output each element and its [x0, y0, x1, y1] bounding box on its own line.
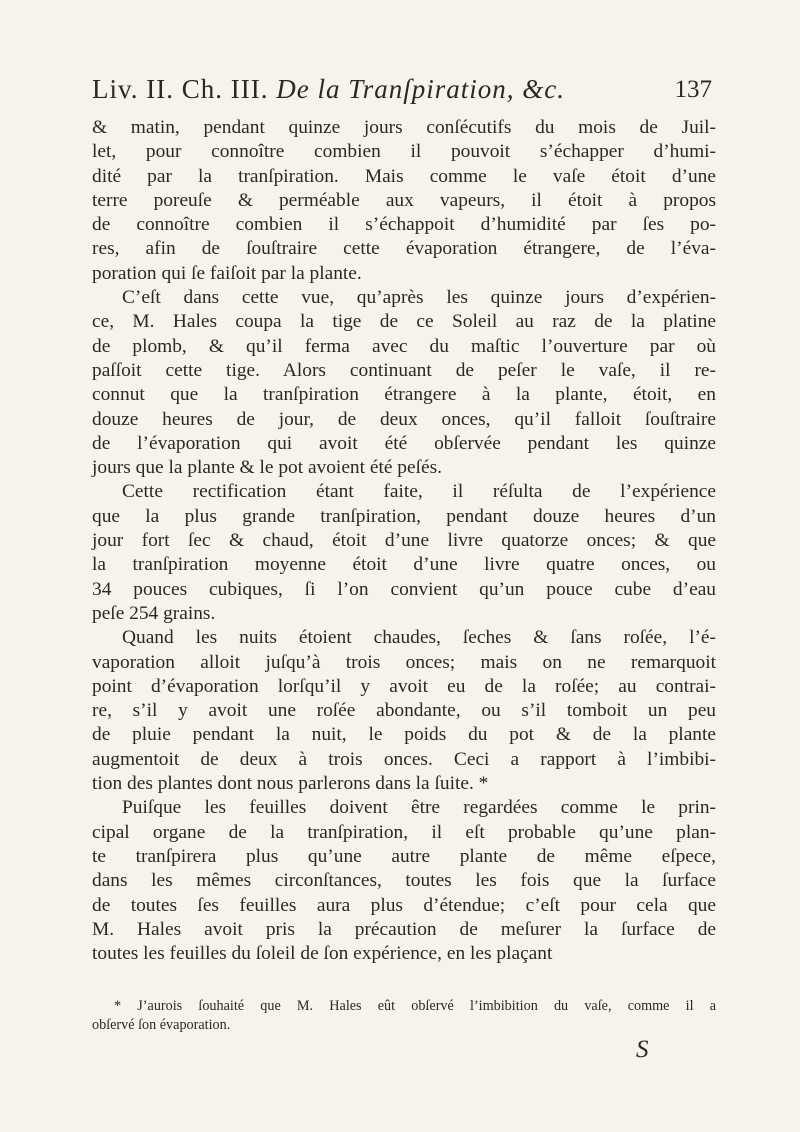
text-line: vaporation alloit juſqu’à trois onces; mais on ne remarquoit: [92, 651, 716, 673]
text-line: jour fort ſec & chaud, étoit d’une livre quatorze onces; & que: [92, 530, 716, 552]
text-line: re, s’il y avoit une roſée abondante, ou s’il tomboit un peu: [92, 700, 716, 722]
text-line: let, pour connoître combien il pouvoit s’échapper d’humi-: [92, 141, 716, 163]
text-line: C’eſt dans cette vue, qu’après les quinze jours d’expérien-: [122, 287, 716, 309]
text-line: de pluie pendant la nuit, le poids du pot & de la plante: [92, 724, 716, 746]
text-line: connut que la tranſpiration étrangere à la plante, étoit, en: [92, 384, 716, 406]
text-line: dité par la tranſpiration. Mais comme le vaſe étoit d’une: [92, 165, 716, 187]
footnote-line: * J’aurois ſouhaité que M. Hales eût obſervé l’imbibition du vaſe, comme il a: [114, 998, 716, 1014]
footnote-line: obſervé ſon évaporation.: [92, 1017, 231, 1033]
footnote: [92, 997, 716, 1035]
text-line: poration qui ſe faiſoit par la plante.: [92, 262, 362, 284]
signature-mark: S: [636, 1036, 649, 1063]
text-line: ce, M. Hales coupa la tige de ce Soleil au raz de la platine: [92, 311, 716, 333]
text-line: peſe 254 grains.: [92, 602, 216, 624]
text-line: de plomb, & qu’il ferma avec du maſtic l’ouverture par où: [92, 335, 716, 357]
text-line: Quand les nuits étoient chaudes, ſeches & ſans roſée, l’é-: [122, 627, 716, 649]
running-head-title: [92, 74, 565, 105]
text-line: que la plus grande tranſpiration, pendant douze heures d’un: [92, 505, 716, 527]
text-line: 34 pouces cubiques, ſi l’on convient qu’un pouce cube d’eau: [92, 578, 716, 600]
text-line: toutes les feuilles du ſoleil de ſon expérience, en les plaçant: [92, 943, 553, 965]
text-line: tion des plantes dont nous parlerons dans la ſuite. *: [92, 773, 489, 795]
text-line: paſſoit cette tige. Alors continuant de peſer le vaſe, il re-: [92, 359, 716, 381]
text-line: de toutes ſes feuilles aura plus d’étendue; c’eſt pour cela que: [92, 894, 716, 916]
text-line: de l’évaporation qui avoit été obſervée pendant les quinze: [92, 432, 716, 454]
text-line: augmentoit de deux à trois onces. Ceci a rapport à l’imbibi-: [92, 748, 716, 770]
text-line: la tranſpiration moyenne étoit d’une livre quatre onces, ou: [92, 554, 716, 576]
text-line: point d’évaporation lorſqu’il y avoit eu de la roſée; au contrai-: [92, 675, 716, 697]
chapter-reference: Liv. II. Ch. III.: [92, 74, 269, 104]
text-line: jours que la plante & le pot avoient été peſés.: [92, 457, 442, 479]
page-number: 137: [674, 76, 712, 103]
text-line: Cette rectification étant faite, il réſulta de l’expérience: [122, 481, 716, 503]
text-line: te tranſpirera plus qu’une autre plante de même eſpece,: [92, 845, 716, 867]
text-line: M. Hales avoit pris la précaution de meſurer la ſurface de: [92, 918, 716, 940]
text-line: dans les mêmes circonſtances, toutes les fois que la ſurface: [92, 870, 716, 892]
text-line: & matin, pendant quinze jours conſécutifs du mois de Juil-: [92, 117, 716, 138]
running-head: [92, 74, 712, 110]
text-line: res, afin de ſouſtraire cette évaporation étrangere, de l’éva-: [92, 238, 716, 260]
text-line: Puiſque les feuilles doivent être regardées comme le prin-: [122, 797, 716, 819]
text-line: de connoître combien il s’échappoit d’humidité par ſes po-: [92, 214, 716, 236]
text-line: terre poreuſe & perméable aux vapeurs, il étoit à propos: [92, 189, 716, 211]
body-text: [92, 116, 716, 966]
text-line: douze heures de jour, de deux onces, qu’il falloit ſouſtraire: [92, 408, 716, 430]
chapter-title: De la Tranſpiration, &c.: [276, 74, 565, 104]
text-line: cipal organe de la tranſpiration, il eſt probable qu’une plan-: [92, 821, 716, 843]
